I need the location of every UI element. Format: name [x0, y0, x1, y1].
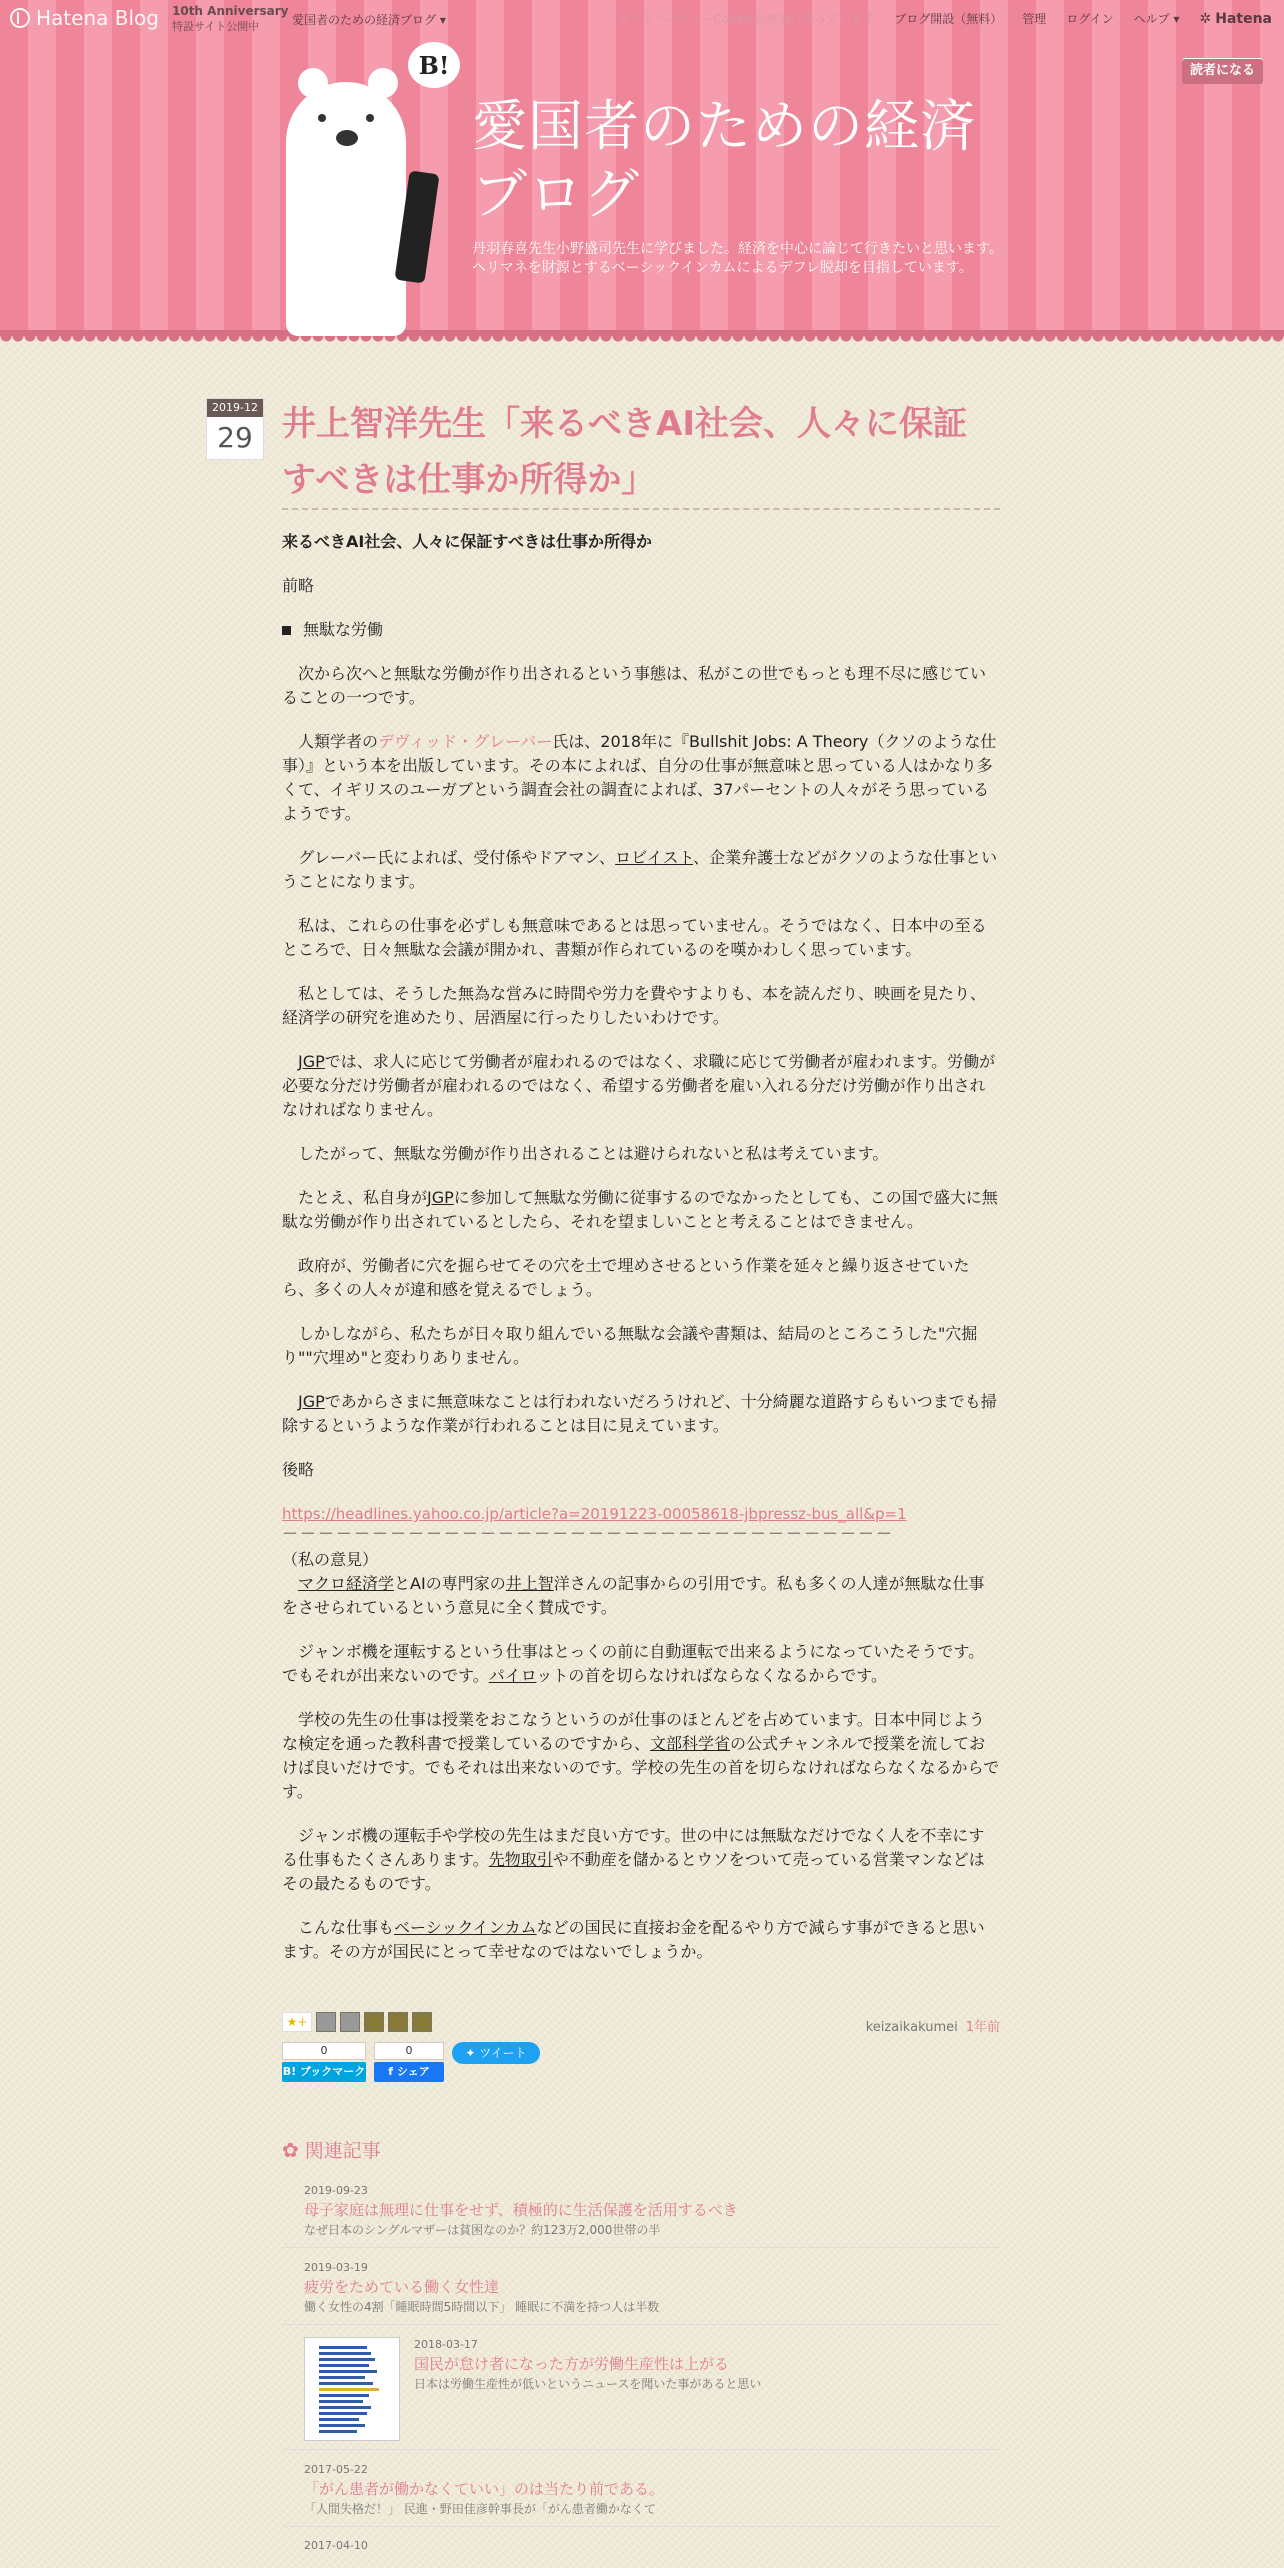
related-entry-text	[414, 2337, 761, 2441]
star-user-icon[interactable]	[412, 2012, 432, 2032]
related-entry-date: 2017-05-22	[304, 2463, 368, 2476]
author-link[interactable]: keizaikakumei	[865, 2020, 958, 2035]
keyword-link-jgp[interactable]: JGP	[298, 1392, 325, 1411]
paragraph: したがって、無駄な労働が作り出されることは避けられないと私は考えています。	[298, 1144, 889, 1163]
global-header-bar	[0, 0, 1284, 40]
thumbnail-bar	[319, 2370, 377, 2373]
twitter-bird-icon: ✦	[465, 2046, 476, 2060]
thumbnail-bar	[319, 2358, 375, 2361]
thumbnail-bar	[319, 2352, 371, 2355]
entry-date-year-month: 2019-12	[207, 399, 263, 417]
keyword-link-pilot[interactable]: パイロ	[488, 1666, 537, 1685]
bear-eye	[366, 114, 374, 122]
thumbnail-bar	[319, 2418, 359, 2421]
section-heading	[282, 618, 1000, 642]
related-entry-title[interactable]: 「がん患者が働かなくていい」のは当たり前である。	[304, 2480, 665, 2498]
paragraph: 私は、これらの仕事を必ずしも無意味であるとは思っていません。そうではなく、日本中の至るところで、日々無駄な会議が開かれ、書類が作られているのを嘆かわしく思っています。	[282, 916, 987, 959]
blog-description: 丹羽春喜先生小野盛司先生に学びました。経済を中心に論じて行きたいと思います。ヘリマネを財源とするベーシックインカムによるデフレ脱却を目指しています。	[472, 241, 1003, 276]
thumbnail-bar	[319, 2376, 365, 2379]
entry-date-day: 29	[217, 421, 253, 454]
hatena-blog-logo-text: Hatena Blog	[36, 6, 159, 30]
thumbnail-bar	[319, 2364, 369, 2367]
thumbnail-bar	[319, 2430, 357, 2433]
facebook-share-button[interactable]: f シェア	[374, 2062, 444, 2082]
thumbnail-bar	[319, 2400, 363, 2403]
paragraph: 学校の先生の仕事は授業をおこなうというのが仕事のほとんどを占めています。日本中同じような検定を通った教科書で授業しているのですから、文部科学省の公式チャンネルで授業を流しておけば良いだけです。でもそれは出来ないのです。学校の先生の首を切らなければならなくなるからです。	[282, 1710, 1000, 1801]
related-entry-snippet: 「人間失格だ！」 民進・野田佳彦幹事長が「がん患者働かなくて	[304, 2502, 656, 2516]
source-url-link[interactable]: https://headlines.yahoo.co.jp/article?a=20191223-00058618-jbpressz-bus_all&p=1	[282, 1505, 907, 1523]
thumbnail-bar	[319, 2382, 373, 2385]
thumbnail-bar	[319, 2346, 367, 2349]
bear-mascot-image	[278, 42, 456, 336]
opinion-label: （私の意見）	[282, 1550, 379, 1569]
bear-nose	[336, 130, 358, 146]
related-entry-snippet: なぜ日本のシングルマザーは貧困なのか？約123万2,000世帯の半	[304, 2223, 661, 2237]
related-entry-date: 2017-04-10	[304, 2539, 368, 2552]
paragraph: たとえ、私自身がJGPに参加して無駄な労働に従事するのでなかったとしても、この国で盛大に無駄な労働が作り出されているとしたら、それを望ましいことと考えることはできません。	[282, 1188, 998, 1231]
thumbnail-bar	[319, 2424, 365, 2427]
related-entry-date: 2019-03-19	[304, 2261, 368, 2274]
related-entry[interactable]	[282, 2462, 1000, 2527]
global-nav	[619, 10, 1272, 27]
blog-name-menu[interactable]: 愛国者のための経済ブログ ▾	[292, 13, 446, 27]
related-entry[interactable]	[282, 2260, 1000, 2325]
anniversary-title: 10th Anniversary	[172, 4, 289, 18]
bookmark-bubble: B!	[408, 42, 460, 88]
flower-icon: ✿	[282, 2137, 299, 2162]
hatena-gear-icon: ✲	[1199, 10, 1212, 27]
related-entry-title[interactable]: 疲労をためている働く女性達	[304, 2278, 500, 2296]
separator-dashes: －－－－－－－－－－－－－－－－－－－－－－－－－－－－－－－－－－	[282, 1524, 895, 1543]
thumbnail-bar	[319, 2406, 371, 2409]
keyword-link-jgp[interactable]: JGP	[298, 1052, 325, 1071]
subscribe-button[interactable]: 読者になる	[1182, 58, 1263, 84]
thumbnail-bar	[319, 2412, 367, 2415]
entry-date[interactable]	[206, 398, 264, 460]
login-link[interactable]: ログイン	[1066, 12, 1114, 26]
tweet-button[interactable]	[452, 2042, 540, 2064]
header-scallop-edge	[0, 336, 1284, 346]
paragraph: 次から次へと無駄な労働が作り出されるという事態は、私がこの世でもっとも理不尽に感じていることの一つです。	[282, 664, 987, 707]
bookmark-count: 0	[282, 2042, 366, 2060]
keyword-link-macro[interactable]: マクロ経済学	[298, 1574, 395, 1593]
paragraph: マクロ経済学とAIの専門家の井上智洋さんの記事からの引用です。私も多くの人達が無駄な仕事をさせられているという意見に全く賛成です。	[282, 1574, 985, 1617]
star-user-icon[interactable]	[340, 2012, 360, 2032]
thumbnail-bar	[319, 2394, 369, 2397]
star-user-icon[interactable]	[316, 2012, 336, 2032]
related-entry-snippet: 働く女性の4割「睡眠時間5時間以下」 睡眠に不満を持つ人は半数	[304, 2300, 660, 2314]
related-entry-title[interactable]: 母子家庭は無理に仕事をせず、積極的に生活保護を活用するべき	[304, 2201, 738, 2219]
keyword-link-basic-income[interactable]: ベーシックインカム	[394, 1918, 537, 1937]
related-entry-title[interactable]: 国民が怠け者になった方が労働生産性は上がる	[414, 2355, 730, 2373]
thumbnail-bar	[319, 2388, 379, 2391]
related-entry[interactable]	[282, 2337, 1000, 2450]
keyword-link-futures[interactable]: 先物取引	[488, 1850, 553, 1869]
hatena-blog-logo[interactable]	[10, 6, 159, 30]
entry-lead: 来るべきAI社会、人々に保証すべきは仕事か所得か	[282, 532, 653, 551]
paragraph: グレーバー氏によれば、受付係やドアマン、ロビイスト、企業弁護士などがクソのような仕事ということになります。	[282, 848, 998, 891]
share-buttons	[282, 2042, 540, 2082]
text-zenryaku: 前略	[282, 576, 315, 595]
related-entry-thumbnail[interactable]	[304, 2337, 400, 2441]
help-menu[interactable]: ヘルプ ▾	[1133, 12, 1180, 26]
related-entry[interactable]	[282, 2183, 1000, 2248]
text-kouryaku: 後略	[282, 1460, 315, 1479]
entry-footer	[282, 1960, 1000, 2100]
entry-author-line	[866, 2016, 1000, 2035]
paragraph: 人類学者のデヴィッド・グレーバー氏は、2018年に『Bullshit Jobs: A Theory（クソのような仕事）』という本を出版しています。その本によれば、自分の仕事が無意味と思っている人はかなり多くて、イギリスのユーガブという調査会社の調査によれば、37パーセントの人々がそう思っているようです。	[282, 732, 997, 823]
entry-title[interactable]: 井上智洋先生「来るべきAI社会、人々に保証すべきは仕事か所得か」	[282, 404, 967, 500]
paragraph: JGPであからさまに無意味なことは行われないだろうけれど、十分綺麗な道路すらもいつまでも掃除するというような作業が行われることは目に見えています。	[282, 1392, 997, 1435]
hatena-stars	[282, 2012, 432, 2032]
keyword-link-jgp[interactable]: JGP	[426, 1188, 454, 1207]
square-bullet-icon	[282, 626, 291, 635]
hatena-blog-logo-icon	[10, 8, 30, 28]
hatena-menu[interactable]	[1200, 11, 1273, 27]
bookmark-button[interactable]: B! ブックマーク	[282, 2062, 366, 2082]
anniversary-sub: 特設サイト公開中	[172, 20, 260, 33]
facebook-count: 0	[374, 2042, 444, 2060]
hatena-label: Hatena	[1215, 10, 1272, 27]
related-entries	[282, 2136, 1000, 2552]
paragraph: ジャンボ機の運転手や学校の先生はまだ良い方です。世の中には無駄なだけでなく人を不幸にする仕事もたくさんあります。先物取引や不動産を儲かるとウソをついて売っている営業マンなどはその最たるものです。	[282, 1826, 985, 1893]
entry-content	[282, 530, 1000, 1984]
tweet-button-label: ツイート	[479, 2046, 527, 2060]
blog-header	[0, 0, 1284, 336]
keyword-link-graeber[interactable]: デヴィッド・グレーバー	[378, 732, 553, 751]
cookie-notice[interactable]: サードパーティーCookieが無効になっています	[618, 12, 875, 26]
paragraph: ジャンボ機を運転するという仕事はとっくの前に自動運転で出来るようになっていたそうです。でもそれが出来ないのです。パイロットの首を切らなければならなくなるからです。	[282, 1642, 985, 1685]
paragraph: こんな仕事もベーシックインカムなどの国民に直接お金を配るやり方で減らす事ができると思います。その方が国民にとって幸せなのではないでしょうか。	[282, 1918, 985, 1961]
keyword-link-inoue[interactable]: 井上智	[505, 1574, 554, 1593]
hatena-bookmark-share[interactable]	[282, 2042, 366, 2082]
bear-body	[286, 82, 406, 336]
related-entry-snippet: 日本は労働生産性が低いというニュースを聞いた事があると思い	[414, 2377, 762, 2391]
keyword-link-lobbyist[interactable]: ロビイスト	[615, 848, 694, 867]
star-user-icon[interactable]	[364, 2012, 384, 2032]
paragraph: しかしながら、私たちが日々取り組んでいる無駄な会議や書類は、結局のところこうした"穴掘り""穴埋め"と変わりありません。	[282, 1324, 978, 1367]
related-heading-text: 関連記事	[304, 2140, 381, 2162]
keyword-link-mext[interactable]: 文部科学省	[650, 1734, 731, 1753]
related-entry-date: 2019-09-23	[304, 2184, 368, 2197]
add-star-button[interactable]: ★+	[282, 2012, 312, 2032]
star-user-icon[interactable]	[388, 2012, 408, 2032]
entry-permalink-time[interactable]: 1年前	[965, 2020, 1000, 2035]
paragraph: 政府が、労働者に穴を掘らせてその穴を土で埋めさせるという作業を延々と繰り返させていたら、多くの人々が違和感を覚えるでしょう。	[282, 1256, 970, 1299]
paragraph: 私としては、そうした無為な営みに時間や労力を費やすよりも、本を読んだり、映画を見たり、経済学の研究を進めたり、居酒屋に行ったりしたいわけです。	[282, 984, 987, 1027]
related-entry-date: 2018-03-17	[414, 2338, 478, 2351]
title-divider	[282, 508, 1000, 510]
manage-link[interactable]: 管理	[1022, 12, 1047, 26]
start-blog-link[interactable]: ブログ開設（無料）	[894, 12, 1003, 26]
anniversary-link[interactable]	[172, 4, 289, 34]
blog-title[interactable]: 愛国者のための経済ブログ	[472, 94, 977, 226]
facebook-share[interactable]	[374, 2042, 444, 2082]
related-heading	[282, 2136, 1000, 2163]
paragraph: JGPでは、求人に応じて労働者が雇われるのではなく、求職に応じて労働者が雇われます。労働が必要な分だけ労働者が雇われるのではなく、希望する労働者を雇い入れる分だけ労働が作り出されなければなりません。	[282, 1052, 996, 1119]
bear-eye	[318, 114, 326, 122]
section-heading-text: 無駄な労働	[303, 620, 384, 639]
